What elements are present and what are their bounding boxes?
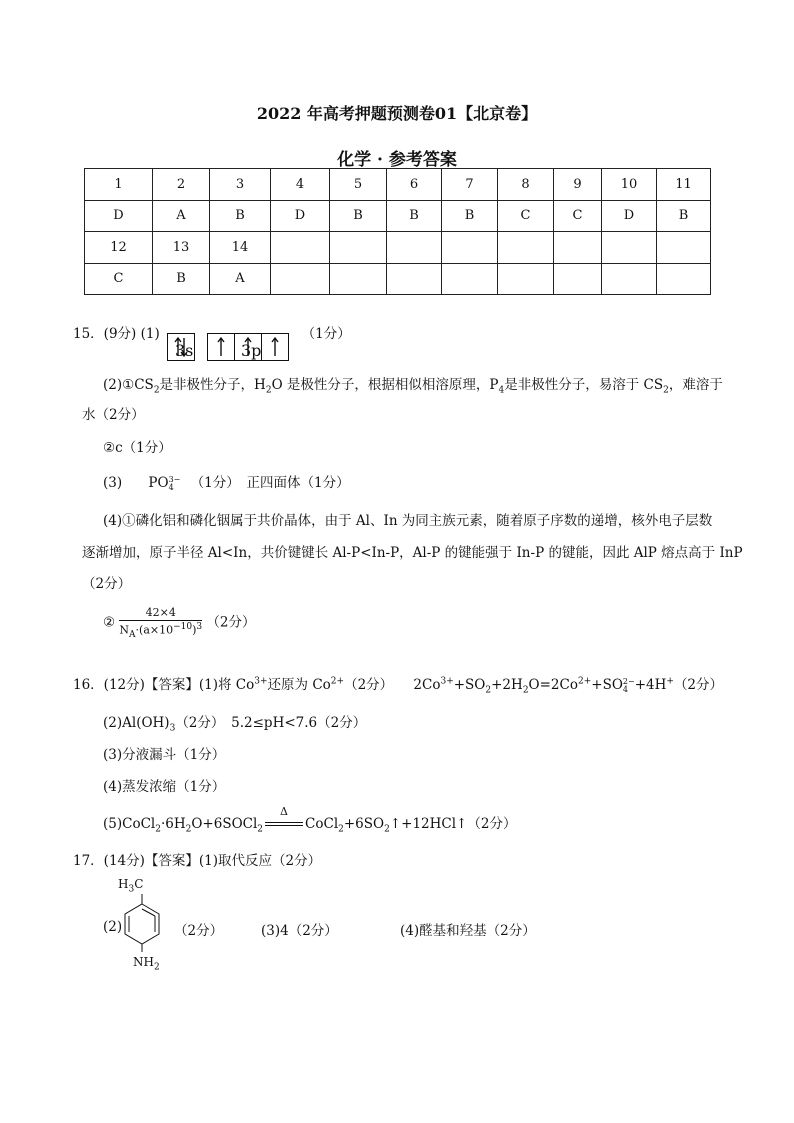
- table-cell: [602, 263, 657, 295]
- table-cell: [271, 263, 330, 295]
- up-electron-arrow-icon: [262, 334, 288, 360]
- table-cell: [554, 263, 602, 295]
- answer-table: [84, 168, 711, 295]
- table-cell: 6: [387, 169, 442, 201]
- q15-p4-b: ② $\frac{42\times 4}{N_A\cdot(a\times 10^{-10})^3}$ （2分）: [103, 606, 256, 640]
- table-cell: [498, 263, 554, 295]
- table-cell: 10: [602, 169, 657, 201]
- table-cell: C: [85, 263, 153, 295]
- table-cell: [271, 232, 330, 264]
- density-formula: $\frac{42\times 4}{N_A\cdot(a\times 10^{-10})^3}$: [119, 606, 203, 640]
- benzene-ring-icon: [118, 892, 166, 958]
- table-cell: 12: [85, 232, 153, 264]
- table-row: [85, 169, 711, 201]
- q17-head: 17．(14分)【答案】(1)取代反应（2分）: [73, 853, 322, 869]
- q17-p2-score: （2分）: [174, 923, 224, 939]
- table-cell: [602, 232, 657, 264]
- table-cell: [442, 263, 498, 295]
- table-cell: [657, 232, 711, 264]
- orbital-label-3p: 3p: [241, 341, 262, 360]
- q16-p4: (4)蒸发浓缩（1分）: [103, 779, 226, 795]
- q15-p2-b: ②c（1分）: [103, 440, 172, 456]
- table-cell: B: [330, 200, 387, 232]
- phosphate-ion: PO 3− 4: [148, 474, 181, 492]
- table-row: [85, 232, 711, 264]
- table-cell: [498, 232, 554, 264]
- orbital-label-3s: 3s: [175, 341, 194, 360]
- q17-p4: (4)醛基和羟基（2分）: [400, 923, 536, 939]
- up-electron-arrow-icon: [208, 334, 235, 360]
- q15-score1: （1分）: [301, 326, 351, 342]
- table-cell: A: [210, 263, 271, 295]
- table-cell: 9: [554, 169, 602, 201]
- q15-p3: (3) PO 3− 4 （1分） 正四面体（1分）: [103, 474, 350, 492]
- q16-line1: 16．(12分)【答案】(1)将 $Co^{3+}$还原为 $Co^{2+}(2$分） $2Co^{3+}+SO_2+2H_2O=2Co^{2+}+SO$ 2− 4 +4H+（2分）: [73, 676, 724, 696]
- table-cell: [657, 263, 711, 295]
- reaction-condition: [263, 804, 305, 832]
- table-row: [85, 200, 711, 232]
- table-cell: 14: [210, 232, 271, 264]
- table-cell: D: [85, 200, 153, 232]
- table-cell: A: [153, 200, 210, 232]
- page-title: 2022 年高考押题预测卷01【北京卷】: [256, 104, 538, 123]
- heat-symbol: Δ: [280, 804, 288, 818]
- table-cell: [554, 232, 602, 264]
- table-cell: B: [442, 200, 498, 232]
- table-cell: [442, 232, 498, 264]
- table-cell: [330, 263, 387, 295]
- amino-group-label: $NH_2$: [133, 955, 160, 973]
- q15-head: 15．(9分) (1): [73, 326, 160, 342]
- table-cell: 13: [153, 232, 210, 264]
- page-subtitle: 化学 · 参考答案: [337, 150, 457, 170]
- q16-p2: $(2)Al(OH)_3(2$分） 5.2≤pH<7.6（2分）: [103, 715, 367, 734]
- table-cell: [387, 263, 442, 295]
- q15-p4-line1: (4)①磷化铝和磷化铟属于共价晶体，由于 Al、In 为同主族元素，随着原子序数的递增，核外电子层数: [103, 513, 713, 529]
- table-cell: D: [271, 200, 330, 232]
- table-cell: D: [602, 200, 657, 232]
- q16-p5: $(5)CoCl_2\cdot 6H_2O+6SOCl_2$ Δ $CoCl_2+6SO_2↑+12HCl↑(2$分）: [103, 804, 517, 835]
- table-cell: 2: [153, 169, 210, 201]
- table-cell: B: [210, 200, 271, 232]
- q17-p2-label: (2): [103, 919, 123, 935]
- table-cell: [387, 232, 442, 264]
- table-cell: 1: [85, 169, 153, 201]
- table-cell: C: [554, 200, 602, 232]
- table-cell: 5: [330, 169, 387, 201]
- table-cell: [330, 232, 387, 264]
- q16-p3: (3)分液漏斗（1分）: [103, 747, 226, 763]
- q15-p2-line1: $(2)①CS_2$是非极性分子，$H_2O$ 是极性分子，根据相似相溶原理，$P_4$是非极性分子，易溶于 $CS_2$，难溶于: [103, 377, 723, 396]
- q15-p4-line3: （2分）: [82, 576, 132, 592]
- table-cell: 3: [210, 169, 271, 201]
- table-cell: 8: [498, 169, 554, 201]
- q17-p3: (3)4（2分）: [261, 923, 338, 939]
- q15-line1: [73, 322, 351, 361]
- table-cell: B: [153, 263, 210, 295]
- table-cell: 4: [271, 169, 330, 201]
- table-cell: C: [498, 200, 554, 232]
- q15-p4-line2: 逐渐增加，原子半径 Al<In，共价键键长 Al-P<In-P，Al-P 的键能强于 In-P 的键能，因此 AlP 熔点高于 InP: [82, 545, 743, 561]
- table-cell: 11: [657, 169, 711, 201]
- table-cell: B: [387, 200, 442, 232]
- table-cell: B: [657, 200, 711, 232]
- q15-p2-line2: 水（2分）: [82, 407, 145, 423]
- table-row: [85, 263, 711, 295]
- methyl-group-label: $H_3C$: [118, 877, 144, 895]
- table-cell: 7: [442, 169, 498, 201]
